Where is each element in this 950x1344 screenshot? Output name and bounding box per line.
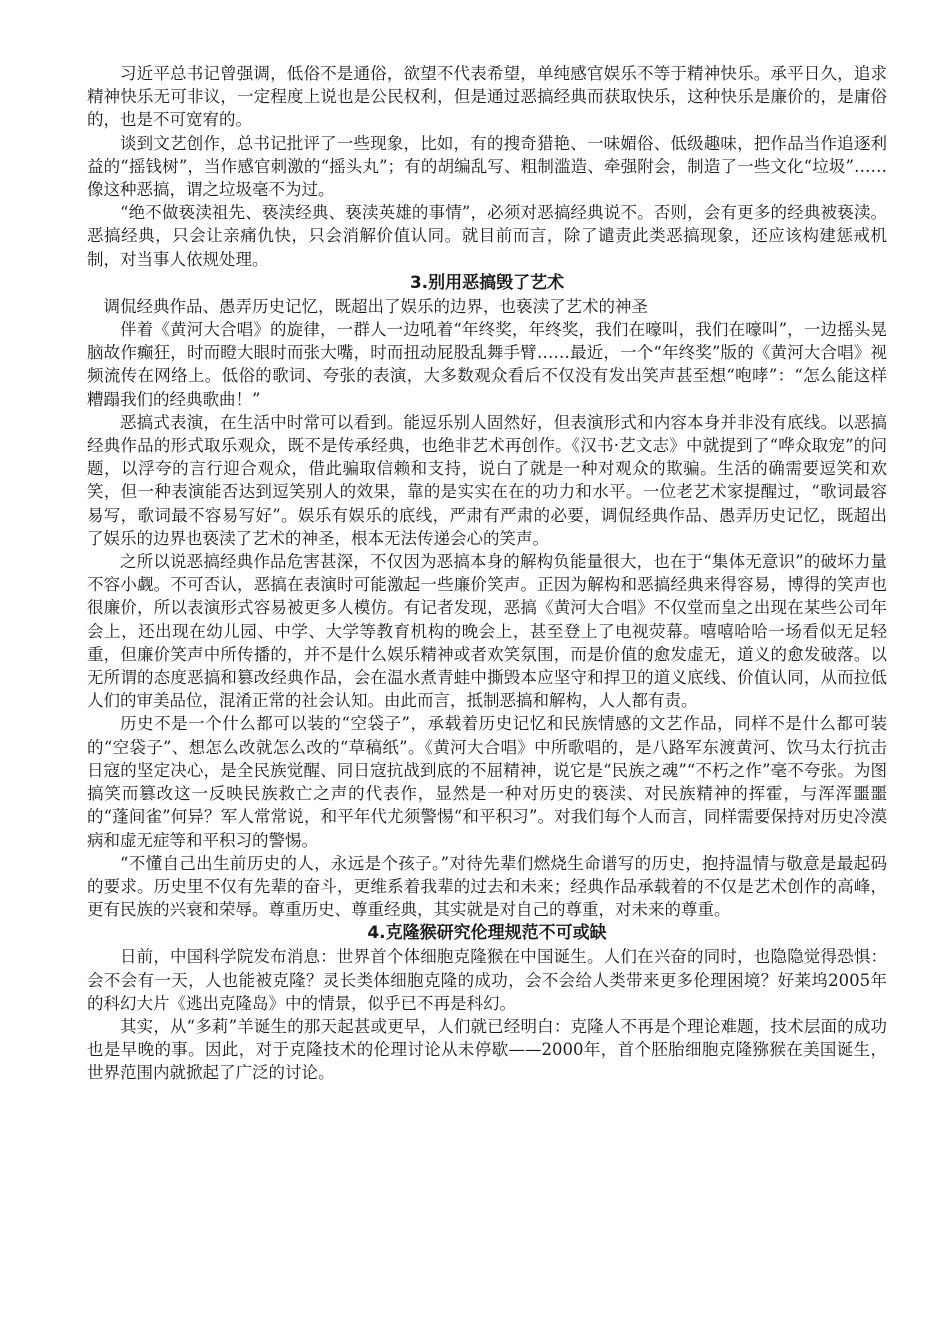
paragraph: 恶搞式表演，在生活中时常可以看到。能逗乐别人固然好，但表演形式和内容本身并非没有底线。以恶搞经典作品的形式取乐观众，既不是传承经典，也绝非艺术再创作。《汉书·艺文志》中就提到了“哗众取宠”的问题，以浮夸的言行迎合观众，借此骗取信赖和支持，说白了就是一种对观众的欺骗。生活的确需要逗笑和欢笑，但一种表演能否达到逗笑别人的效果，靠的是实实在在的功力和水平。一位老艺术家提醒过，“歌词最容易写，歌词最不容易写好”。娱乐有娱乐的底线，严肃有严肃的必要，调侃经典作品、愚弄历史记忆，既超出了娱乐的边界也亵渎了艺术的神圣，根本无法传递会心的笑声。: [87, 412, 887, 548]
paragraph: 其实，从“多莉”羊诞生的那天起甚或更早，人们就已经明白：克隆人不再是个理论难题，技术层面的成功也是早晚的事。因此，对于克隆技术的伦理讨论从未停歇——2000年，首个胚胎细胞克隆猕猴在美国诞生，世界范围内就掀起了广泛的讨论。: [87, 1016, 887, 1083]
paragraph: 谈到文艺创作，总书记批评了一些现象，比如，有的搜奇猎艳、一味媚俗、低级趣味，把作品当作追逐利益的“摇钱树”，当作感官刺激的“摇头丸”；有的胡编乱写、粗制滥造、牵强附会，制造了一些文化“垃圾”……像这种恶搞，谓之垃圾毫不为过。: [87, 133, 887, 200]
section-subtitle: 调侃经典作品、愚弄历史记忆，既超出了娱乐的边界，也亵渎了艺术的神圣: [103, 296, 648, 316]
section-heading: 3.别用恶搞毁了艺术: [409, 272, 565, 293]
paragraph: “不懂自己出生前历史的人，永远是个孩子。”对待先辈们燃烧生命谱写的历史，抱持温情与敬意是最起码的要求。历史里不仅有先辈的奋斗，更维系着我辈的过去和未来；经典作品承载着的不仅是艺术创作的高峰，更有民族的兴衰和荣辱。尊重历史、尊重经典，其实就是对自己的尊重，对未来的尊重。: [87, 853, 887, 920]
document-page: [87, 62, 887, 1085]
paragraph: “绝不做亵渎祖先、亵渎经典、亵渎英雄的事情”，必须对恶搞经典说不。否则，会有更多的经典被亵渎。恶搞经典，只会让亲痛仇快，只会消解价值认同。就目前而言，除了谴责此类恶搞现象，还应该构建惩戒机制，对当事人依规处理。: [87, 203, 887, 269]
paragraph: 之所以说恶搞经典作品危害甚深，不仅因为恶搞本身的解构负能量很大，也在于“集体无意识”的破坏力量不容小觑。不可否认，恶搞在表演时可能激起一些廉价笑声。正因为解构和恶搞经典来得容易，博得的笑声也很廉价，所以表演形式容易被更多人模仿。有记者发现，恶搞《黄河大合唱》不仅堂而皇之出现在某些公司年会上，还出现在幼儿园、中学、大学等教育机构的晚会上，甚至登上了电视荧幕。嘻嘻哈哈一场看似无足轻重，但廉价笑声中所传播的，并不是什么娱乐精神或者欢笑氛围，而是价值的愈发虚无，道义的愈发破落。以无所谓的态度恶搞和篡改经典作品，会在温水煮青蛙中撕毁本应坚守和捍卫的道义底线、价值认同，从而拉低人们的审美品位，混淆正常的社会认知。由此而言，抵制恶搞和解构，人人都有责。: [87, 552, 887, 711]
paragraph: 历史不是一个什么都可以装的“空袋子”，承载着历史记忆和民族情感的文艺作品，同样不是什么都可装的“空袋子”、想怎么改就怎么改的“草稿纸”。《黄河大合唱》中所歌唱的，是八路军东渡黄河、饮马太行抗击日寇的坚定决心，是全民族觉醒、同日寇抗战到底的不屈精神，说它是“民族之魂”“不朽之作”毫不夸张。为图搞笑而篡改这一反映民族救亡之声的代表作，显然是一种对历史的亵渎、对民族精神的挥霍，与浑浑噩噩的“蓬间雀”何异？军人常常说，和平年代尤须警惕“和平积习”。对我们每个人而言，同样需要保持对历史冷漠病和虚无症等和平积习的警惕。: [87, 714, 887, 850]
paragraph: 习近平总书记曾强调，低俗不是通俗，欲望不代表希望，单纯感官娱乐不等于精神快乐。承平日久，追求精神快乐无可非议，一定程度上说也是公民权利，但是通过恶搞经典而获取快乐，这种快乐是廉价的，是庸俗的，也是不可宽宥的。: [87, 64, 887, 130]
section-heading: 4.克隆猴研究伦理规范不可或缺: [367, 923, 607, 944]
paragraph: 日前，中国科学院发布消息：世界首个体细胞克隆猴在中国诞生。人们在兴奋的同时，也隐隐觉得恐惧：会不会有一天，人也能被克隆？灵长类体细胞克隆的成功，会不会给人类带来更多伦理困境？好莱坞2005年的科幻大片《逃出克隆岛》中的情景，似乎已不再是科幻。: [87, 947, 887, 1013]
paragraph: 伴着《黄河大合唱》的旋律，一群人一边吼着“年终奖，年终奖，我们在嚎叫，我们在嚎叫”，一边摇头晃脑故作癫狂，时而瞪大眼时而张大嘴，时而扭动屁股乱舞手臂……最近，一个“年终奖”版的《黄河大合唱》视频流传在网络上。低俗的歌词、夸张的表演，大多数观众看后不仅没有发出笑声甚至想“咆哮”：“怎么能这样糟蹋我们的经典歌曲！”: [87, 320, 887, 409]
